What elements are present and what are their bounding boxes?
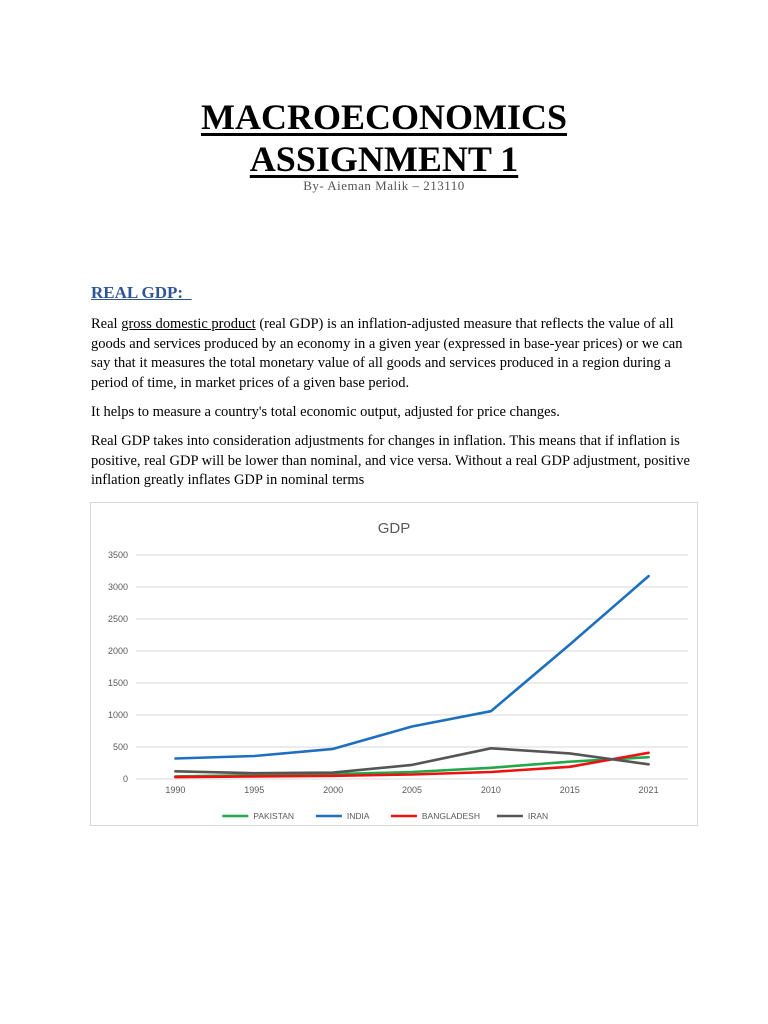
x-tick-label: 2021 [638,785,659,795]
gdp-chart [90,502,698,826]
chart-x-axis [165,785,658,795]
chart-title: GDP [377,520,411,537]
y-tick-label: 2000 [107,646,128,656]
y-tick-label: 0 [122,774,128,784]
legend-label: PAKISTAN [253,811,295,821]
legend-label: IRAN [527,811,549,821]
paragraph-inflation: Real GDP takes into consideration adjustments for changes in inflation. This means that if inflation is positive, real GDP will be lower than nominal, and vice versa. Without a real GDP adjustment, positive inflation greatly inflates GDP in nominal terms [91,433,690,488]
gdp-link[interactable]: gross domestic product [121,316,256,332]
x-tick-label: 2005 [401,785,423,795]
y-tick-label: 500 [112,742,128,752]
y-tick-label: 1500 [107,678,128,688]
y-tick-label: 1000 [107,710,128,720]
p1-text-start: Real [91,316,122,332]
legend-label: BANGLADESH [421,811,481,821]
y-tick-label: 2500 [107,614,128,624]
x-tick-label: 2000 [323,785,344,795]
x-tick-label: 1995 [244,785,265,795]
x-tick-label: 2015 [559,785,580,795]
section-heading: REAL GDP: [91,283,192,302]
series-line-india [175,576,648,758]
x-tick-label: 1990 [165,785,186,795]
paragraph-definition [91,315,691,393]
y-tick-label: 3500 [107,550,128,560]
title-line-1: MACROECONOMICS [201,97,567,137]
chart-canvas [91,503,697,825]
chart-legend [222,811,548,821]
legend-label: INDIA [346,811,370,821]
x-tick-label: 2010 [480,785,501,795]
y-tick-label: 3000 [107,582,128,592]
paragraph-purpose: It helps to measure a country's total economic output, adjusted for price changes. [91,404,560,420]
chart-y-axis [108,550,128,784]
chart-gridlines [136,555,688,779]
p1-text-end: (real GDP) is an inflation-adjusted measure that reflects the value of all goods and services produced by an economy in a given year (expressed in base-year prices) or we can say that it measures the total monetary value of all goods and services produced in a region during a period of time, in market prices of a given base period. [91,316,683,391]
author-byline: By- Aieman Malik – 213110 [303,178,465,193]
document-title [0,96,768,180]
title-line-2: ASSIGNMENT 1 [249,139,519,179]
